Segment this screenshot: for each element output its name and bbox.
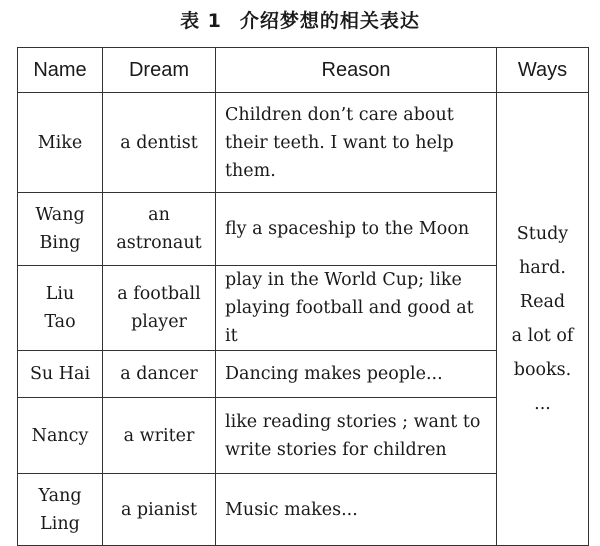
caption-number: 表 1 bbox=[180, 10, 222, 32]
name-cell: Su Hai bbox=[18, 351, 103, 398]
reason-cell: Children don’t care about their teeth. I want to help them. bbox=[216, 93, 497, 193]
reason-cell: play in the World Cup; like playing football and good at it bbox=[216, 266, 497, 351]
dream-cell: a football player bbox=[103, 266, 216, 351]
dream-cell: a writer bbox=[103, 398, 216, 474]
dream-cell: a dancer bbox=[103, 351, 216, 398]
header-ways: Ways bbox=[497, 48, 589, 93]
name-cell: Nancy bbox=[18, 398, 103, 474]
dream-cell: an astronaut bbox=[103, 193, 216, 266]
reason-cell: Music makes... bbox=[216, 474, 497, 546]
header-name: Name bbox=[18, 48, 103, 93]
dreams-table bbox=[17, 47, 589, 546]
dream-cell: a pianist bbox=[103, 474, 216, 546]
name-cell: Yang Ling bbox=[18, 474, 103, 546]
reason-cell: like reading stories ; want to write stories for children bbox=[216, 398, 497, 474]
table-row bbox=[18, 93, 589, 193]
name-cell: Mike bbox=[18, 93, 103, 193]
ways-cell: Study hard. Read a lot of books. ... bbox=[497, 93, 589, 546]
name-cell: Liu Tao bbox=[18, 266, 103, 351]
name-cell: Wang Bing bbox=[18, 193, 103, 266]
dream-cell: a dentist bbox=[103, 93, 216, 193]
reason-cell: Dancing makes people... bbox=[216, 351, 497, 398]
reason-cell: fly a spaceship to the Moon bbox=[216, 193, 497, 266]
header-dream: Dream bbox=[103, 48, 216, 93]
caption-title: 介绍梦想的相关表达 bbox=[239, 10, 420, 32]
table-caption bbox=[0, 6, 600, 33]
header-reason: Reason bbox=[216, 48, 497, 93]
header-row bbox=[18, 48, 589, 93]
